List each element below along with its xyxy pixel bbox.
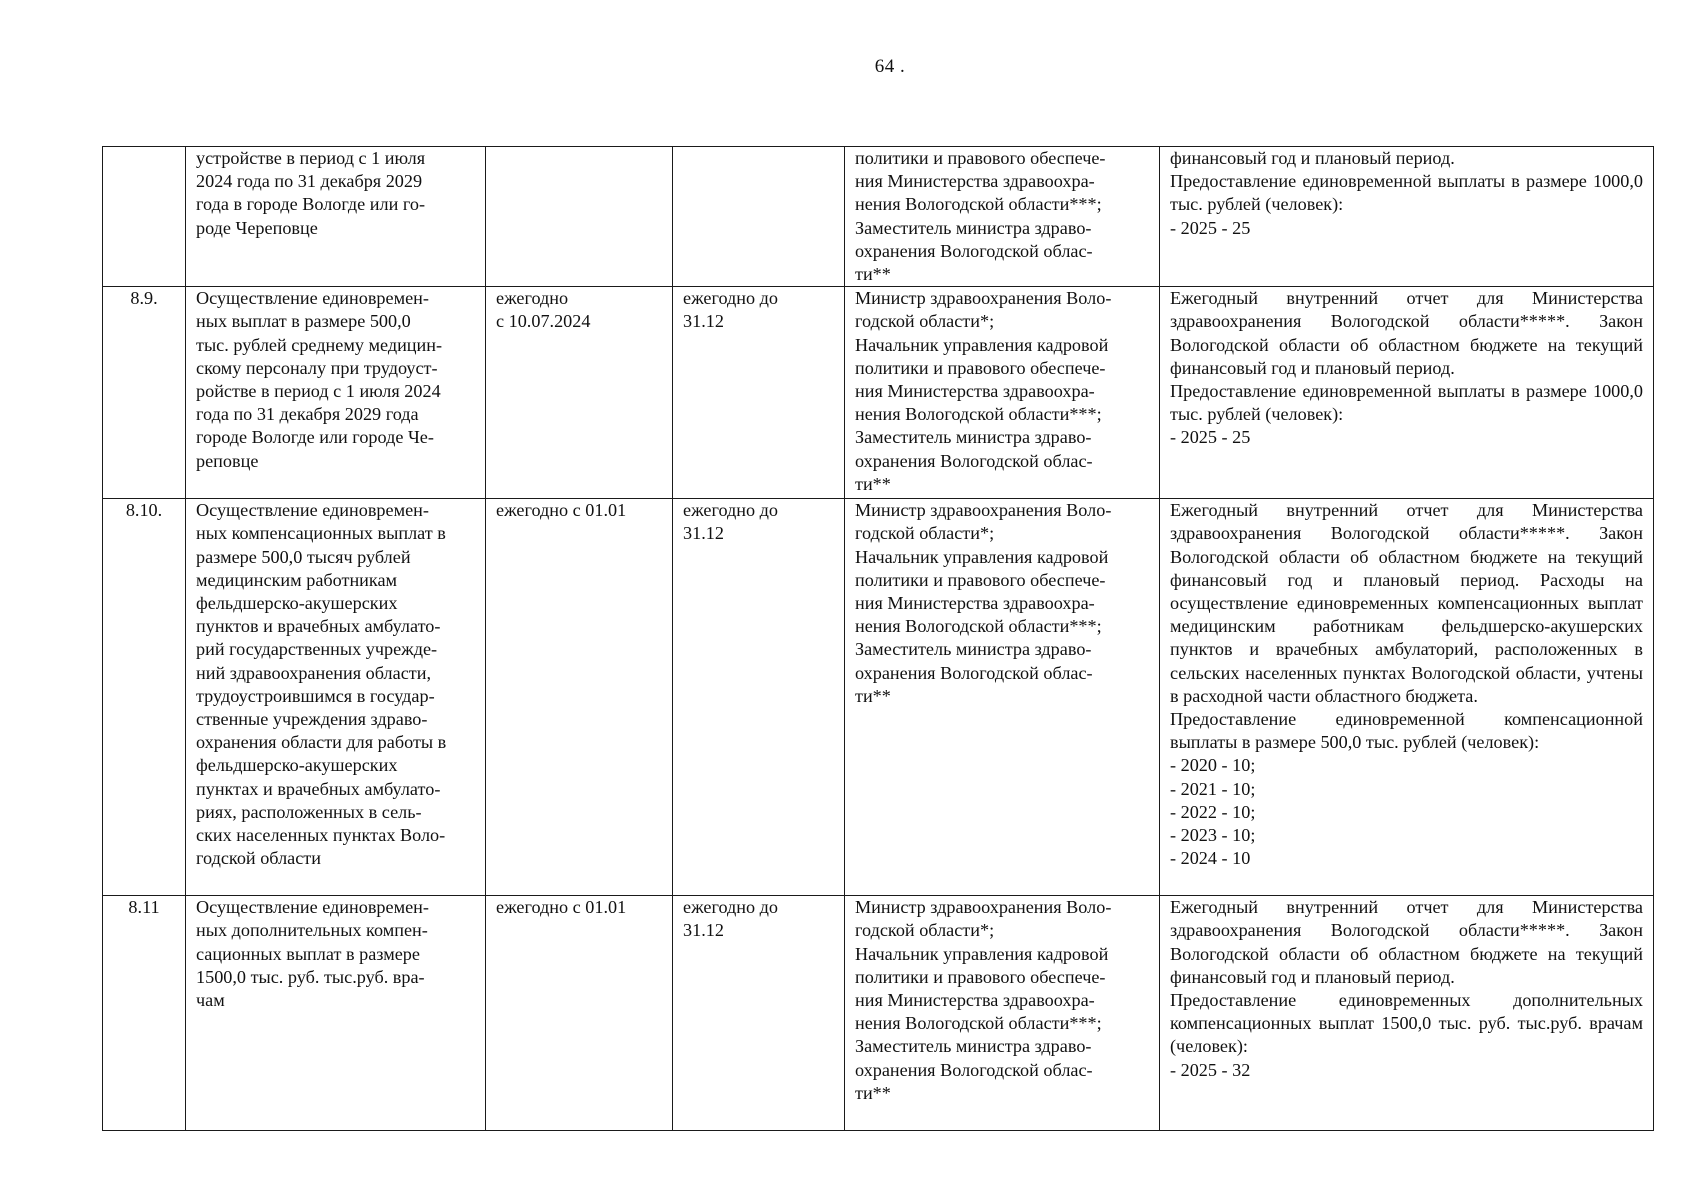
table-row xyxy=(103,147,1654,287)
end-date-cell: ежегодно до 31.12 xyxy=(673,499,845,896)
indicators-cell: Ежегодный внутренний отчет для Министерства здравоохранения Вологодской области*****. Закон Вологодской области об областном бюджете на текущий финансовый год и плановый период. Предоставление единовременных дополнительных компенсационных выплат 1500,0 тыс. руб. тыс.руб. врачам (человек): - 2025 - 32 xyxy=(1160,896,1654,1131)
start-date-cell: ежегодно с 10.07.2024 xyxy=(486,287,673,499)
table-row xyxy=(103,896,1654,1131)
responsible-cell: Министр здравоохранения Воло- годской области*; Начальник управления кадровой политики и правового обеспече- ния Министерства здравоохра- нения Вологодской области***; Заместитель министра здраво- охранения Вологодской облас- ти** xyxy=(845,499,1160,896)
measure-cell: Осуществление единовремен- ных компенсационных выплат в размере 500,0 тысяч рублей медицинским работникам фельдшерско-акушерских пунктов и врачебных амбулато- рий государственных учрежде- ний здравоохранения области, трудоустроившимся в государ- ственные учреждения здраво- охранения области для работы в фельдшерско-акушерских пунктах и врачебных амбулато- риях, расположенных в сель- ских населенных пунктах Воло- годской области xyxy=(186,499,486,896)
start-date-cell xyxy=(486,147,673,287)
measures-table xyxy=(102,146,1654,1131)
measure-cell: устройстве в период с 1 июля 2024 года по 31 декабря 2029 года в городе Вологде или го- роде Череповце xyxy=(186,147,486,287)
measure-cell: Осуществление единовремен- ных дополнительных компен- сационных выплат в размере 1500,0 тыс. руб. тыс.руб. вра- чам xyxy=(186,896,486,1131)
end-date-cell xyxy=(673,147,845,287)
indicators-cell: Ежегодный внутренний отчет для Министерства здравоохранения Вологодской области*****. Закон Вологодской области об областном бюджете на текущий финансовый год и плановый период. Расходы на осуществление единовременных компенсационных выплат медицинским работникам фельдшерско-акушерских пунктов и врачебных амбулаторий, расположенных в сельских населенных пунктах Вологодской области, учтены в расходной части областного бюджета. Предоставление единовременной компенсационной выплаты в размере 500,0 тыс. рублей (человек): - 2020 - 10; - 2021 - 10; - 2022 - 10; - 2023 - 10; - 2024 - 10 xyxy=(1160,499,1654,896)
end-date-cell: ежегодно до 31.12 xyxy=(673,896,845,1131)
indicators-cell: Ежегодный внутренний отчет для Министерства здравоохранения Вологодской области*****. Закон Вологодской области об областном бюджете на текущий финансовый год и плановый период. Предоставление единовременной выплаты в размере 1000,0 тыс. рублей (человек): - 2025 - 25 xyxy=(1160,287,1654,499)
row-number-cell: 8.9. xyxy=(103,287,186,499)
end-date-cell: ежегодно до 31.12 xyxy=(673,287,845,499)
responsible-cell: политики и правового обеспече- ния Министерства здравоохра- нения Вологодской области***; Заместитель министра здраво- охранения Вологодской облас- ти** xyxy=(845,147,1160,287)
indicators-cell: финансовый год и плановый период. Предоставление единовременной выплаты в размере 1000,0 тыс. рублей (человек): - 2025 - 25 xyxy=(1160,147,1654,287)
row-number-cell: 8.11 xyxy=(103,896,186,1131)
row-number-cell xyxy=(103,147,186,287)
start-date-cell: ежегодно с 01.01 xyxy=(486,499,673,896)
start-date-cell: ежегодно с 01.01 xyxy=(486,896,673,1131)
table-row xyxy=(103,499,1654,896)
responsible-cell: Министр здравоохранения Воло- годской области*; Начальник управления кадровой политики и правового обеспече- ния Министерства здравоохра- нения Вологодской области***; Заместитель министра здраво- охранения Вологодской облас- ти** xyxy=(845,896,1160,1131)
row-number-cell: 8.10. xyxy=(103,499,186,896)
responsible-cell: Министр здравоохранения Воло- годской области*; Начальник управления кадровой политики и правового обеспече- ния Министерства здравоохра- нения Вологодской области***; Заместитель министра здраво- охранения Вологодской облас- ти** xyxy=(845,287,1160,499)
page-number: 64 . xyxy=(874,56,906,77)
table-row xyxy=(103,287,1654,499)
measure-cell: Осуществление единовремен- ных выплат в размере 500,0 тыс. рублей среднему медицин- скому персоналу при трудоуст- ройстве в период с 1 июля 2024 года по 31 декабря 2029 года городе Вологде или городе Че- реповце xyxy=(186,287,486,499)
